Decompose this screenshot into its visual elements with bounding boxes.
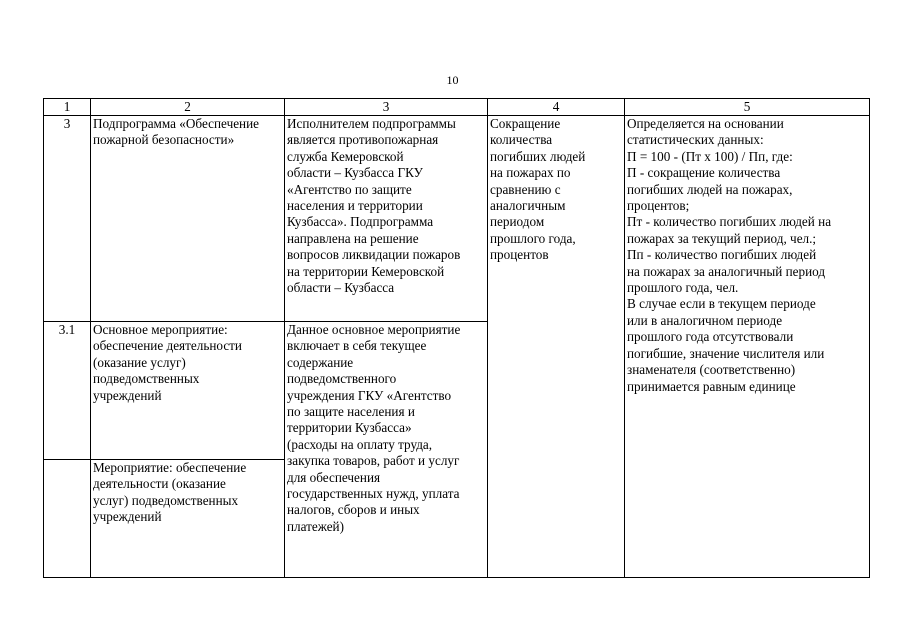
text-line: на территории Кемеровской [287, 263, 445, 279]
text-line: налогов, сборов и иных [287, 502, 420, 518]
text-line: (оказание услуг) [93, 354, 186, 370]
header-cell-5: 5 [625, 99, 870, 116]
text-line: территории Кузбасса» [287, 420, 412, 436]
activity-name-cell [91, 460, 285, 578]
text-line: пожарах за текущий период, чел.; [627, 230, 817, 246]
text-line: «Агентство по защите [287, 181, 412, 197]
text-line: содержание [287, 354, 354, 370]
text-line: услуг) подведомственных [93, 492, 239, 508]
text-line: закупка товаров, работ и услуг [287, 453, 460, 469]
text-line: периодом [490, 214, 545, 230]
main-activity-description-cell [285, 322, 488, 578]
text-line: принимается равным единице [627, 378, 796, 394]
text-line: П = 100 - (Пт х 100) / Пп, где: [627, 148, 793, 164]
text-line: Сокращение [490, 116, 561, 131]
text-line: погибшие, значение числителя или [627, 345, 825, 361]
text-line: на пожарах за аналогичный период [627, 263, 826, 279]
text-line: вопросов ликвидации пожаров [287, 247, 461, 263]
text-line: прошлого года отсутствовали [627, 329, 794, 345]
text-line: области – Кузбасса ГКУ [287, 165, 423, 181]
header-cell-4: 4 [488, 99, 625, 116]
text-line: населения и территории [287, 198, 423, 214]
text-line: В случае если в текущем периоде [627, 296, 816, 312]
text-line: Подпрограмма «Обеспечение [93, 116, 260, 131]
text-line: Исполнителем подпрограммы [287, 116, 456, 131]
text-line: учреждений [93, 387, 162, 403]
text-line: статистических данных: [627, 132, 764, 148]
main-activity-name-cell [91, 322, 285, 460]
header-cell-1: 1 [44, 99, 91, 116]
text-line: учреждения ГКУ «Агентство [287, 387, 452, 403]
text-line: (расходы на оплату труда, [287, 436, 433, 452]
row-number: 3 [44, 116, 91, 322]
text-line: области – Кузбасса [287, 280, 395, 296]
text-line: процентов [490, 247, 549, 263]
text-line: аналогичным [490, 198, 566, 214]
table-header-row [44, 99, 870, 116]
text-line: Пт - количество погибших людей на [627, 214, 832, 230]
text-line: по защите населения и [287, 404, 415, 420]
text-line: является противопожарная [287, 132, 439, 148]
text-line: П - сокращение количества [627, 165, 781, 181]
text-line: для обеспечения [287, 469, 381, 485]
text-line: прошлого года, [490, 230, 576, 246]
text-line: Данное основное мероприятие [287, 322, 461, 337]
text-line: служба Кемеровской [287, 148, 404, 164]
text-line: или в аналогичном периоде [627, 312, 783, 328]
table-row [44, 116, 870, 322]
text-line: погибших людей [490, 148, 586, 164]
text-line: сравнению с [490, 181, 561, 197]
program-name-cell [91, 116, 285, 322]
text-line: Пп - количество погибших людей [627, 247, 817, 263]
row-number: 3.1 [44, 322, 91, 460]
text-line: деятельности (оказание [93, 476, 226, 492]
text-line: подведомственного [287, 371, 397, 387]
calculation-method-cell [625, 116, 870, 578]
text-line: количества [490, 132, 553, 148]
text-line: прошлого года, чел. [627, 280, 739, 296]
text-line: обеспечение деятельности [93, 338, 242, 354]
text-line: пожарной безопасности» [93, 132, 235, 148]
text-line: учреждений [93, 509, 162, 525]
text-line: направлена на решение [287, 230, 419, 246]
text-line: процентов; [627, 198, 690, 214]
text-line: государственных нужд, уплата [287, 486, 460, 502]
text-line: Мероприятие: обеспечение [93, 460, 247, 475]
header-cell-2: 2 [91, 99, 285, 116]
text-line: платежей) [287, 518, 345, 534]
text-line: подведомственных [93, 371, 200, 387]
indicator-name-cell [488, 116, 625, 578]
text-line: знаменателя (соответственно) [627, 362, 796, 378]
page-number: 10 [446, 73, 459, 87]
text-line: Кузбасса». Подпрограмма [287, 214, 434, 230]
indicator-table [43, 98, 870, 578]
text-line: включает в себя текущее [287, 338, 427, 354]
program-description-cell [285, 116, 488, 322]
text-line: погибших людей на пожарах, [627, 181, 793, 197]
text-line: на пожарах по [490, 165, 571, 181]
text-line: Определяется на основании [627, 116, 784, 131]
text-line: Основное мероприятие: [93, 322, 228, 337]
row-number [44, 460, 91, 578]
header-cell-3: 3 [285, 99, 488, 116]
